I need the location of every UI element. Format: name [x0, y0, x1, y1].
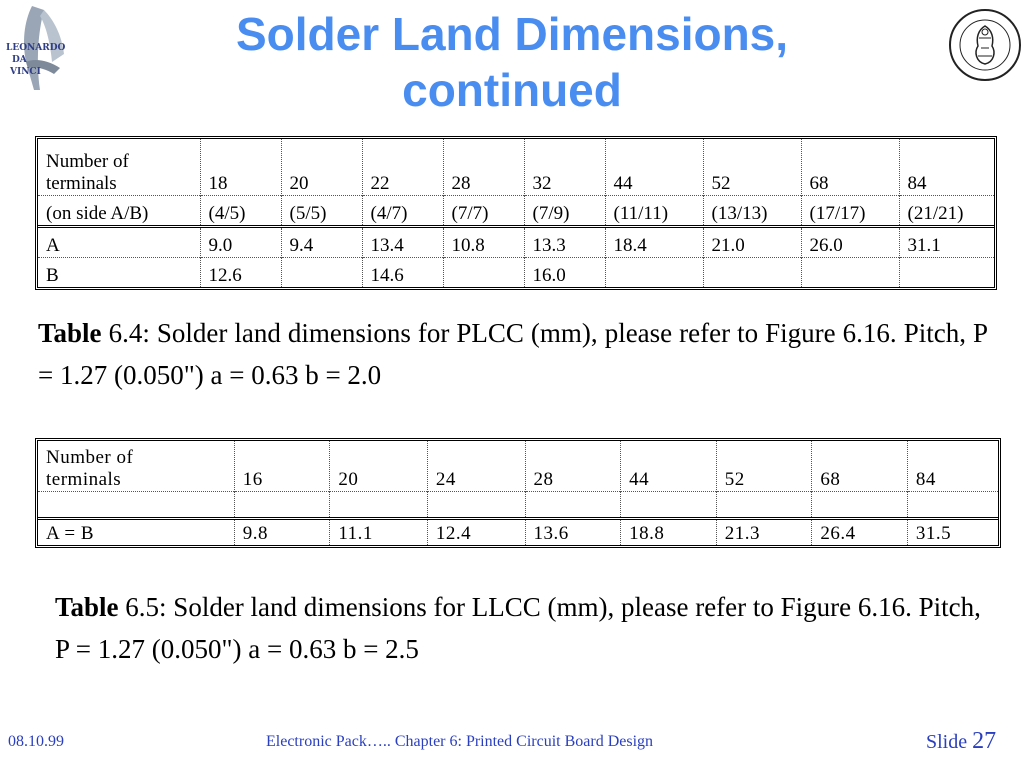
table-cell: (17/17) — [801, 196, 899, 227]
slide-number-value: 27 — [972, 728, 997, 754]
caption-text: 6.4: Solder land dimensions for PLCC (mm), please refer to Figure 6.16. Pitch, P = 1.27 (0.050") a = 0.63 b = 2.0 — [38, 318, 988, 390]
footer-course-title: Electronic Pack….. Chapter 6: Printed Circuit Board Design — [266, 733, 654, 750]
table-cell: (7/7) — [443, 196, 524, 227]
table-cell: 20 — [330, 441, 428, 492]
table-cell: (21/21) — [899, 196, 994, 227]
table-cell — [621, 492, 717, 519]
table-cell: 31.1 — [899, 227, 994, 258]
table-cell — [443, 258, 524, 288]
table-cell: 14.6 — [362, 258, 443, 288]
table-cell: 28 — [443, 139, 524, 196]
table-row — [38, 196, 994, 227]
svg-text:LEONARDO: LEONARDO — [6, 43, 66, 53]
table-row — [38, 227, 994, 258]
table-cell: 11.1 — [330, 519, 428, 546]
table-row — [38, 441, 998, 492]
slide-title — [180, 6, 844, 118]
table-cell: 20 — [281, 139, 362, 196]
table-cell: 31.5 — [907, 519, 998, 546]
table-cell: 68 — [812, 441, 908, 492]
table-cell: 26.4 — [812, 519, 908, 546]
table-cell: (4/5) — [200, 196, 281, 227]
table-cell — [605, 258, 703, 288]
table-cell: 18.4 — [605, 227, 703, 258]
table-cell: (4/7) — [362, 196, 443, 227]
svg-text:DA: DA — [12, 55, 27, 65]
table-cell: 24 — [427, 441, 525, 492]
caption-text: 6.5: Solder land dimensions for LLCC (mm), please refer to Figure 6.16. Pitch, P = 1.27 (0.050") a = 0.63 b = 2.5 — [55, 592, 981, 664]
table-cell — [330, 492, 428, 519]
table-header-cell: B — [38, 258, 200, 288]
university-of-oslo-seal — [948, 8, 1022, 82]
table-cell — [38, 492, 234, 519]
slide-label: Slide — [926, 731, 968, 753]
table-cell: 21.3 — [716, 519, 812, 546]
table-cell: 12.6 — [200, 258, 281, 288]
table-cell: 21.0 — [703, 227, 801, 258]
table-cell: 18 — [200, 139, 281, 196]
table-cell: 9.8 — [234, 519, 330, 546]
table-cell — [281, 258, 362, 288]
table-cell — [716, 492, 812, 519]
table-cell: 16 — [234, 441, 330, 492]
table-cell — [427, 492, 525, 519]
table-header-cell: A — [38, 227, 200, 258]
title-line-1: Solder Land Dimensions, — [235, 8, 789, 60]
leonardo-da-vinci-logo — [4, 2, 72, 94]
table-header-cell: A = B — [38, 519, 234, 546]
table-cell: (5/5) — [281, 196, 362, 227]
table-cell: (13/13) — [703, 196, 801, 227]
caption-label: Table — [55, 592, 119, 622]
table-cell: 32 — [524, 139, 605, 196]
table-cell: 10.8 — [443, 227, 524, 258]
plcc-table — [35, 136, 997, 290]
svg-text:VINCI: VINCI — [10, 67, 41, 77]
title-line-2: continued — [402, 64, 622, 116]
table-cell: 52 — [716, 441, 812, 492]
table-cell: 9.4 — [281, 227, 362, 258]
table-cell: 28 — [525, 441, 621, 492]
table-header-cell: Number of terminals — [46, 447, 134, 490]
table-row — [38, 492, 998, 519]
caption-label: Table — [38, 318, 102, 348]
table-cell: 9.0 — [200, 227, 281, 258]
table-header-cell: (on side A/B) — [38, 196, 200, 227]
table-cell: 44 — [621, 441, 717, 492]
table-cell: 18.8 — [621, 519, 717, 546]
table-cell — [703, 258, 801, 288]
table-cell: 13.6 — [525, 519, 621, 546]
table-cell — [525, 492, 621, 519]
table-cell: 12.4 — [427, 519, 525, 546]
table-cell: 16.0 — [524, 258, 605, 288]
table-header-cell: Number of terminals — [46, 151, 129, 194]
table-row — [38, 519, 998, 546]
table-cell: 13.3 — [524, 227, 605, 258]
table-cell — [899, 258, 994, 288]
table-cell — [812, 492, 908, 519]
table-cell: 52 — [703, 139, 801, 196]
table-cell — [234, 492, 330, 519]
table-cell: (7/9) — [524, 196, 605, 227]
table-row — [38, 258, 994, 288]
table-6-5-caption — [55, 586, 985, 670]
llcc-table — [35, 438, 1001, 548]
table-cell: 22 — [362, 139, 443, 196]
table-6-4-caption — [38, 312, 988, 396]
table-cell: 84 — [907, 441, 998, 492]
table-cell: 13.4 — [362, 227, 443, 258]
slide-number — [926, 728, 996, 755]
table-cell: 84 — [899, 139, 994, 196]
table-cell: (11/11) — [605, 196, 703, 227]
footer-date: 08.10.99 — [8, 733, 64, 750]
table-cell: 44 — [605, 139, 703, 196]
table-row — [38, 139, 994, 196]
table-cell: 26.0 — [801, 227, 899, 258]
table-cell — [801, 258, 899, 288]
table-cell — [907, 492, 998, 519]
table-cell: 68 — [801, 139, 899, 196]
